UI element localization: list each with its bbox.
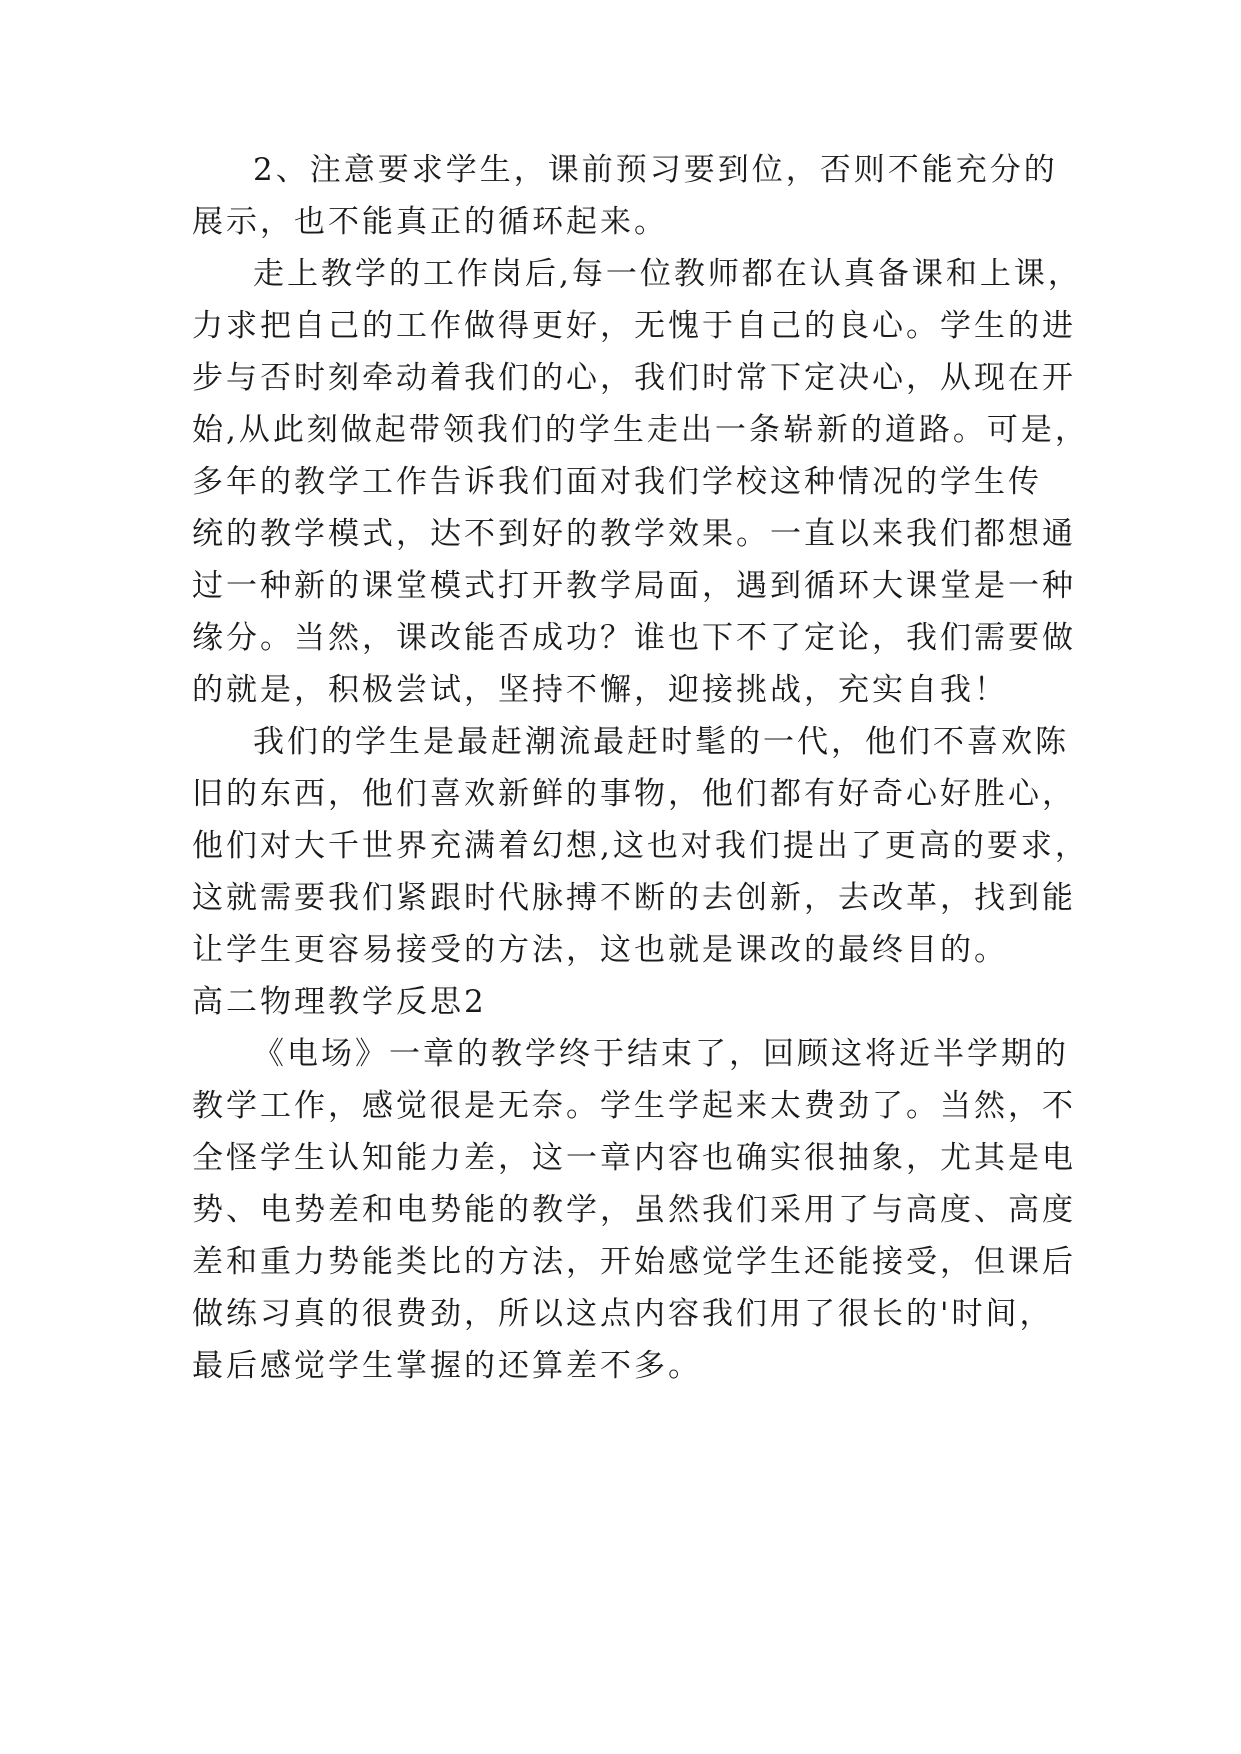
paragraph-line: 势、电势差和电势能的教学，虽然我们采用了与高度、高度 <box>192 1192 1076 1228</box>
paragraph-line: 最后感觉学生掌握的还算差不多。 <box>192 1348 702 1384</box>
paragraph-line: 我们的学生是最赶潮流最赶时髦的一代，他们不喜欢陈 <box>253 724 1069 760</box>
paragraph-line: 走上教学的工作岗后,每一位教师都在认真备课和上课， <box>253 256 1082 292</box>
paragraph-line: 过一种新的课堂模式打开教学局面，遇到循环大课堂是一种 <box>192 568 1076 604</box>
paragraph-line: 做练习真的很费劲，所以这点内容我们用了很长的'时间， <box>192 1296 1054 1332</box>
paragraph-line: 教学工作，感觉很是无奈。学生学起来太费劲了。当然，不 <box>192 1088 1076 1124</box>
paragraph-line: 2、注意要求学生，课前预习要到位，否则不能充分的 <box>253 152 1058 188</box>
paragraph-line: 步与否时刻牵动着我们的心，我们时常下定决心，从现在开 <box>192 360 1076 396</box>
paragraph-line: 力求把自己的工作做得更好，无愧于自己的良心。学生的进 <box>192 308 1076 344</box>
paragraph-line: 多年的教学工作告诉我们面对我们学校这种情况的学生传 <box>192 464 1042 500</box>
paragraph-line: 展示，也不能真正的循环起来。 <box>192 204 668 240</box>
paragraph-line: 旧的东西，他们喜欢新鲜的事物，他们都有好奇心好胜心， <box>192 776 1076 812</box>
paragraph-line: 的就是，积极尝试，坚持不懈，迎接挑战，充实自我！ <box>192 672 1008 708</box>
paragraph-line: 全怪学生认知能力差，这一章内容也确实很抽象，尤其是电 <box>192 1140 1076 1176</box>
paragraph-line: 差和重力势能类比的方法，开始感觉学生还能接受，但课后 <box>192 1244 1076 1280</box>
paragraph-line: 缘分。当然，课改能否成功？谁也下不了定论，我们需要做 <box>192 620 1076 656</box>
section-heading: 高二物理教学反思2 <box>192 984 487 1020</box>
paragraph-line: 《电场》一章的教学终于结束了，回顾这将近半学期的 <box>253 1036 1069 1072</box>
paragraph-line: 始,从此刻做起带领我们的学生走出一条崭新的道路。可是， <box>192 412 1089 448</box>
paragraph-line: 这就需要我们紧跟时代脉搏不断的去创新，去改革，找到能 <box>192 880 1076 916</box>
paragraph-line: 他们对大千世界充满着幻想,这也对我们提出了更高的要求， <box>192 828 1089 864</box>
paragraph-line: 统的教学模式，达不到好的教学效果。一直以来我们都想通 <box>192 516 1076 552</box>
paragraph-line: 让学生更容易接受的方法，这也就是课改的最终目的。 <box>192 932 1008 968</box>
